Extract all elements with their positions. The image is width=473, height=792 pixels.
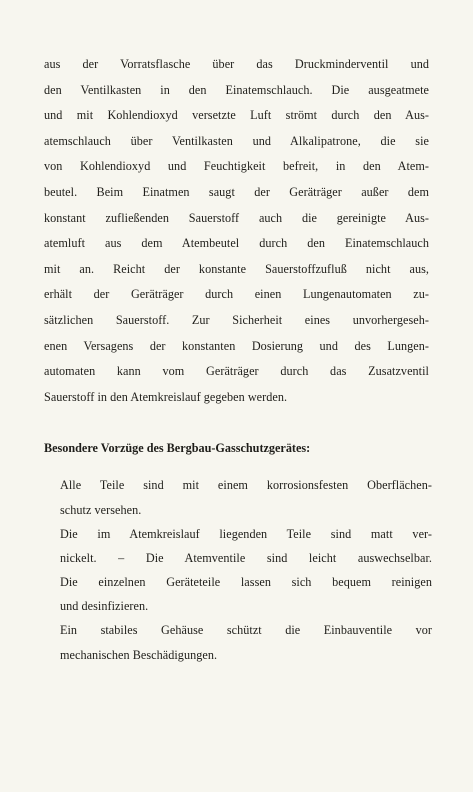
list-item-line: Die im Atemkreislauf liegenden Teile sind matt ver- [60,526,432,541]
text-line: Sauerstoff in den Atemkreislauf gegeben werden. [44,389,288,404]
text-line: erhält der Geräträger durch einen Lungenautomaten zu- [44,287,429,302]
body-paragraph [44,52,429,410]
text-line: und mit Kohlendioxyd versetzte Luft strömt durch den Aus- [44,108,429,123]
text-line: atemluft aus dem Atembeutel durch den Einatemschlauch [44,236,429,251]
advantages-list [44,473,432,667]
list-item-line: Die einzelnen Geräteteile lassen sich bequem reinigen [60,575,432,590]
text-line: von Kohlendioxyd und Feuchtigkeit befreit, in den Atem- [44,159,429,174]
list-item-line: Alle Teile sind mit einem korrosionsfesten Oberflächen- [60,478,432,493]
list-item-line: mechanischen Beschädigungen. [60,647,218,662]
list-item-line: und desinfizieren. [60,599,149,614]
text-line: den Ventilkasten in den Einatemschlauch. Die ausgeatmete [44,82,429,97]
text-line: atemschlauch über Ventilkasten und Alkalipatrone, die sie [44,133,429,148]
text-line: sätzlichen Sauerstoff. Zur Sicherheit eines unvorhergeseh- [44,312,429,327]
text-line: automaten kann vom Geräträger durch das Zusatzventil [44,364,429,379]
list-item-line: Ein stabiles Gehäuse schützt die Einbauventile vor [60,623,432,638]
text-line: aus der Vorratsflasche über das Druckminderventil und [44,57,429,71]
text-line: enen Versagens der konstanten Dosierung und des Lungen- [44,338,429,353]
text-line: konstant zufließenden Sauerstoff auch die gereinigte Aus- [44,210,429,225]
section-heading: Besondere Vorzüge des Bergbau-Gasschutzgerätes: [44,441,311,456]
text-line: mit an. Reicht der konstante Sauerstoffzufluß nicht aus, [44,261,429,276]
list-item-line: schutz versehen. [60,502,142,517]
list-item-line: nickelt. – Die Atemventile sind leicht auswechselbar. [60,550,432,565]
text-line: beutel. Beim Einatmen saugt der Geräträger außer dem [44,184,429,199]
